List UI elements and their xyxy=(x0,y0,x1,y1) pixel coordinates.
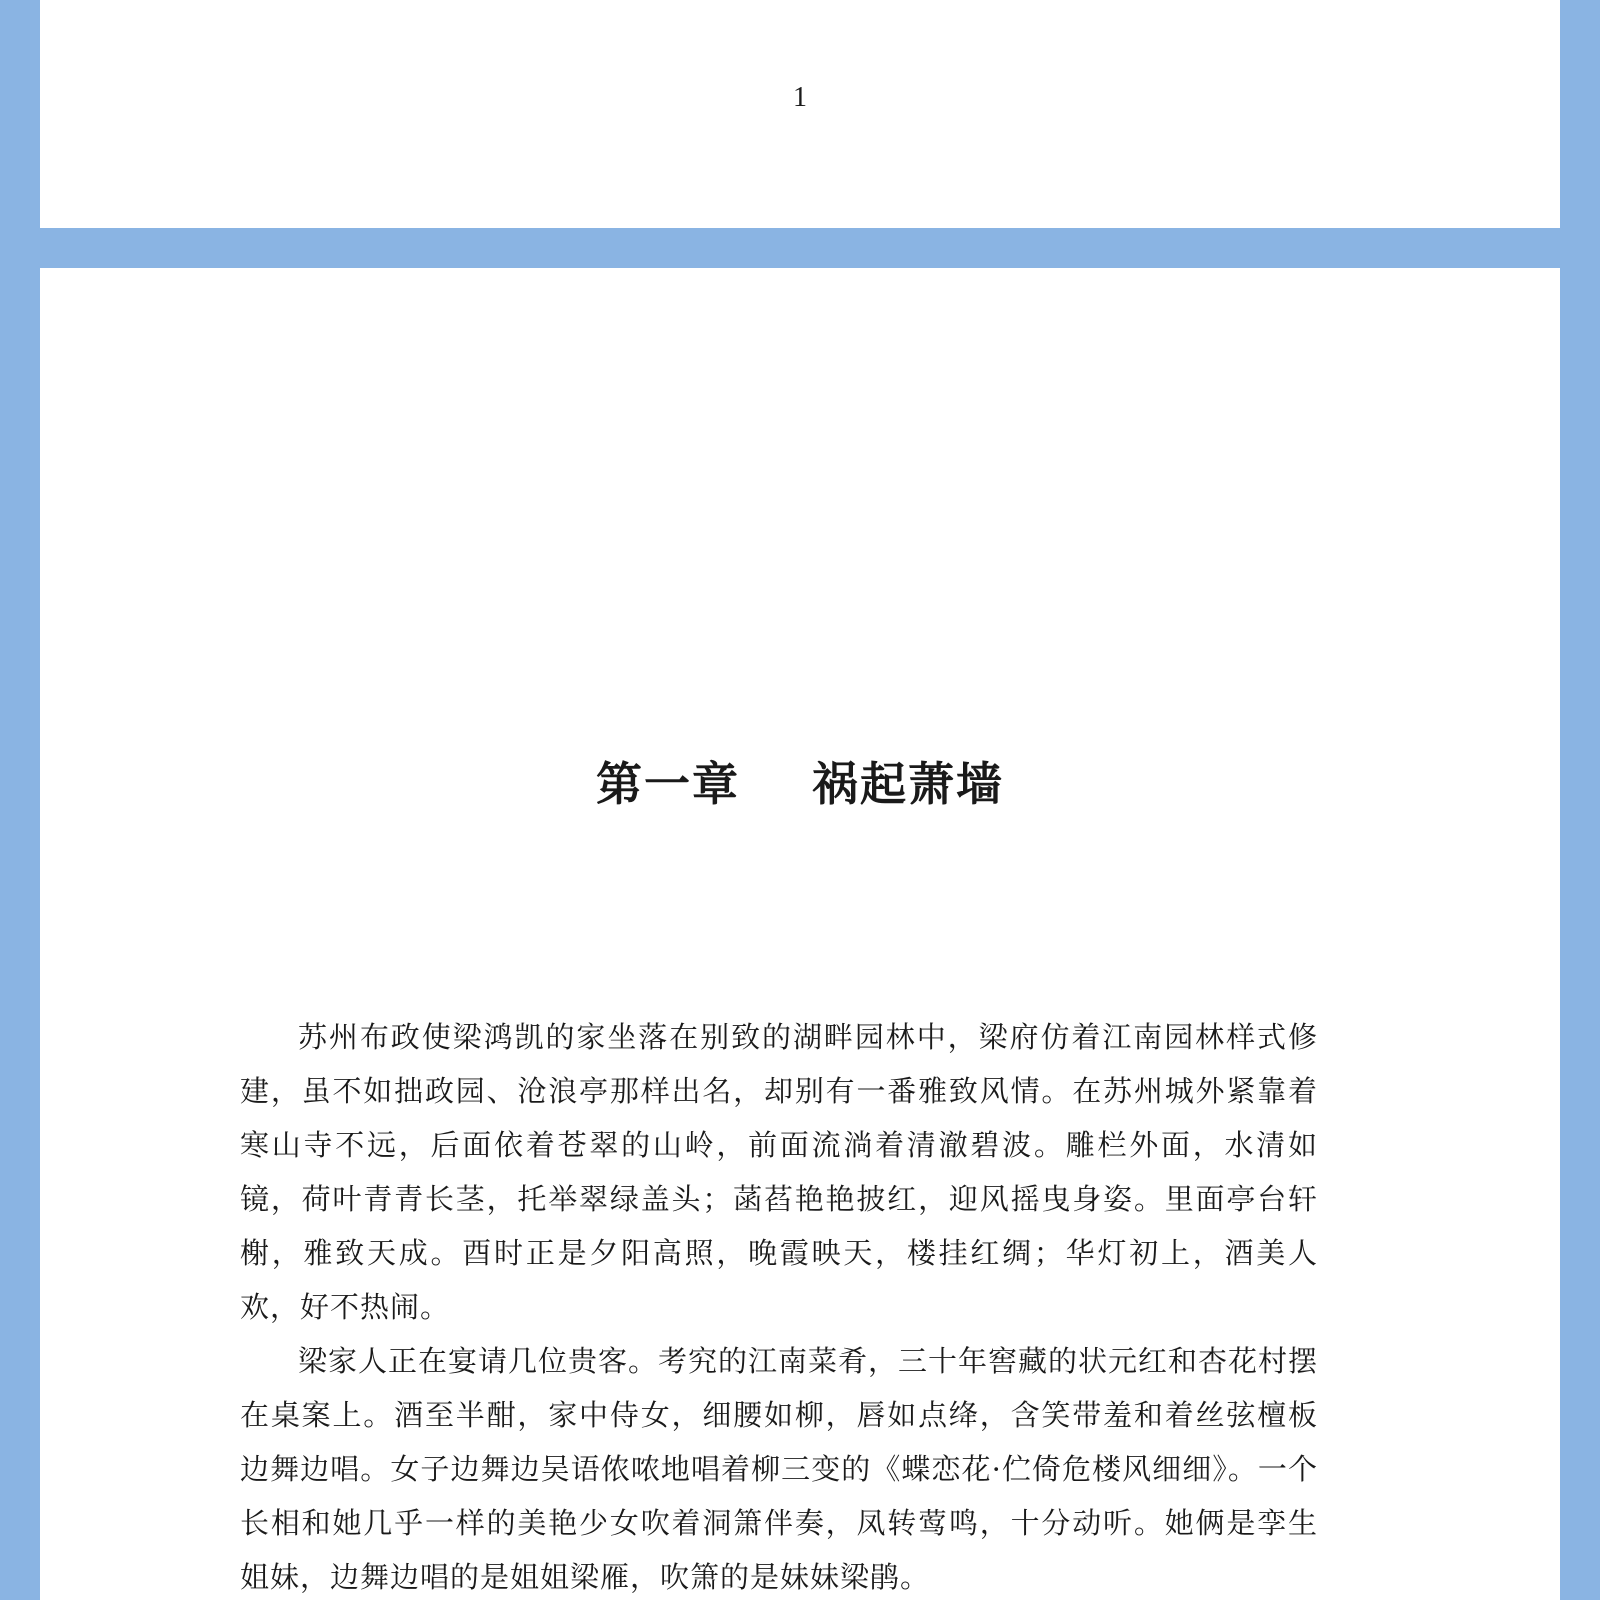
chapter-title: 第一章 祸起萧墙 xyxy=(595,757,1005,811)
page-number: 1 xyxy=(793,82,807,113)
paragraph: 梁家人正在宴请几位贵客。考究的江南菜肴，三十年窖藏的状元红和杏花村摆在桌案上。酒至半酣，家中侍女，细腰如柳，唇如点绛，含笑带羞和着丝弦檀板边舞边唱。女子边舞边吴语侬哝地唱着柳三变的《蝶恋花·伫倚危楼风细细》。一个长相和她几乎一样的美艳少女吹着洞箫伴奏，凤转莺鸣，十分动听。她俩是孪生姐妹，边舞边唱的是姐姐梁雁，吹箫的是妹妹梁鹃。 xyxy=(240,1344,1319,1594)
previous-page xyxy=(40,0,1560,228)
body-text xyxy=(240,1010,1318,1600)
paragraph: 苏州布政使梁鸿凯的家坐落在别致的湖畔园林中，梁府仿着江南园林样式修建，虽不如拙政园、沧浪亭那样出名，却别有一番雅致风情。在苏州城外紧靠着寒山寺不远，后面依着苍翠的山岭，前面流淌着清澈碧波。雕栏外面，水清如镜，荷叶青青长茎，托举翠绿盖头；菡萏艳艳披红，迎风摇曳身姿。里面亭台轩榭，雅致天成。酉时正是夕阳高照，晚霞映天，楼挂红绸；华灯初上，酒美人欢，好不热闹。 xyxy=(240,1020,1318,1324)
current-page xyxy=(40,268,1560,1600)
